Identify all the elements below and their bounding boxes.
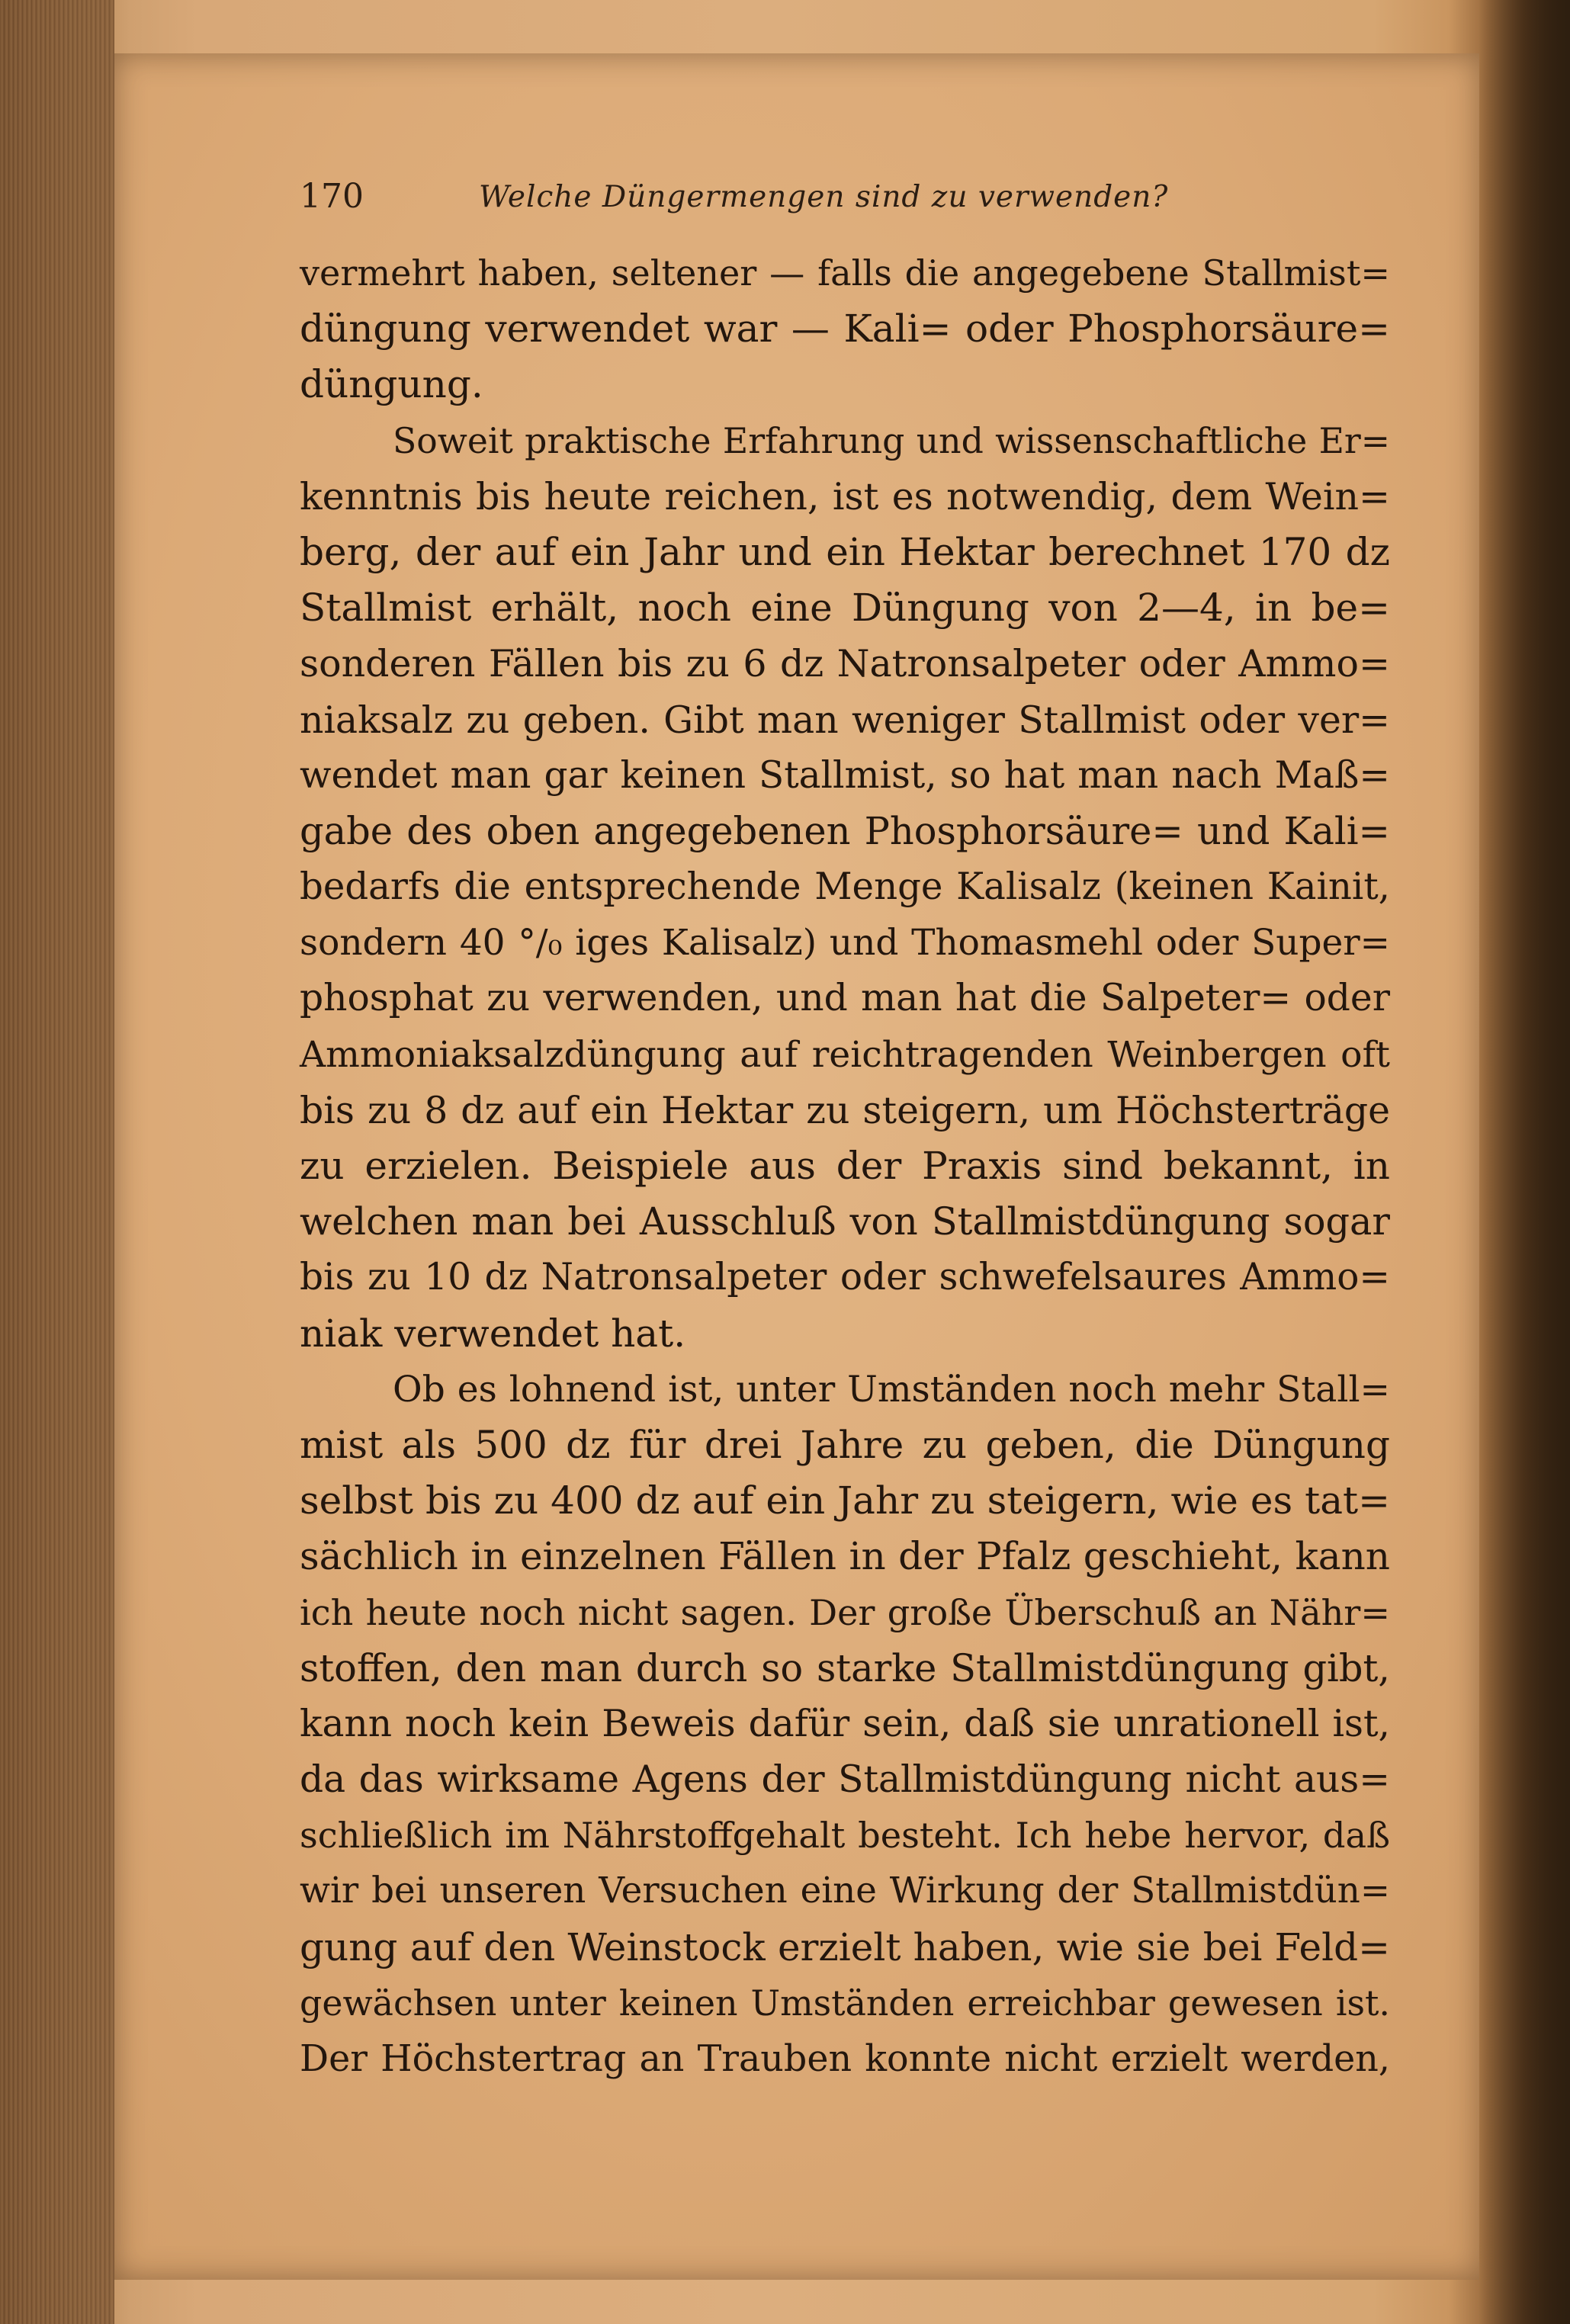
text-line: mist als 500 dz für drei Jahre zu geben, die Düngung (300, 1422, 1390, 1467)
text-line: stoffen, den man durch so starke Stallmistdüngung gibt, (300, 1645, 1390, 1690)
text-line: bedarfs die entsprechende Menge Kalisalz (keinen Kainit, (300, 865, 1390, 909)
paragraph-1 (300, 246, 1390, 413)
text-line: gabe des oben angegebenen Phosphorsäure= und Kali= (300, 808, 1390, 853)
text-line: Soweit praktische Erfahrung und wissenschaftliche Er= (393, 420, 1390, 461)
text-line: welchen man bei Ausschluß von Stallmistdüngung sogar (300, 1199, 1390, 1244)
text-line: da das wirksame Agens der Stallmistdüngung nicht aus= (300, 1758, 1390, 1802)
text-line: sondern 40 °/₀ iges Kalisalz) und Thomasmehl oder Super= (300, 922, 1390, 965)
text-line: düngung verwendet war — Kali= oder Phosphorsäure= (300, 307, 1390, 351)
text-line: kenntnis bis heute reichen, ist es notwendig, dem Wein= (300, 474, 1390, 518)
text-line: vermehrt haben, seltener — falls die angegebene Stallmist= (300, 252, 1390, 294)
text-line: wendet man gar keinen Stallmist, so hat man nach Maß= (300, 753, 1390, 797)
text-line: zu erzielen. Beispiele aus der Praxis sind bekannt, in (300, 1144, 1390, 1188)
text-line: gung auf den Weinstock erzielt haben, wie sie bei Feld= (300, 1924, 1390, 1969)
text-line: wir bei unseren Versuchen eine Wirkung der Stallmistdün= (300, 1870, 1390, 1912)
running-head (300, 177, 1405, 230)
running-title: Welche Düngermengen sind zu verwenden? (479, 180, 1169, 214)
body-text (300, 246, 1390, 2087)
text-line: bis zu 10 dz Natronsalpeter oder schwefelsaures Ammo= (300, 1256, 1390, 1299)
paragraph-2 (300, 413, 1390, 1362)
text-line: gewächsen unter keinen Umständen erreichbar gewesen ist. (300, 1982, 1390, 2024)
text-line: düngung. (300, 362, 483, 407)
text-line: Ammoniaksalzdüngung auf reichtragenden Weinbergen oft (300, 1033, 1390, 1076)
text-line: niaksalz zu geben. Gibt man weniger Stallmist oder ver= (300, 698, 1390, 742)
text-line: sonderen Fällen bis zu 6 dz Natronsalpeter oder Ammo= (300, 642, 1390, 686)
text-line: phosphat zu verwenden, und man hat die Salpeter= oder (300, 977, 1390, 1020)
page-number: 170 (300, 177, 364, 216)
text-line: selbst bis zu 400 dz auf ein Jahr zu steigern, wie es tat= (300, 1478, 1390, 1523)
text-line: Ob es lohnend ist, unter Umständen noch mehr Stall= (393, 1368, 1390, 1411)
page-stack-edge-left (0, 0, 114, 2324)
text-line: Stallmist erhält, noch eine Düngung von 2—4, in be= (300, 586, 1390, 631)
book-gutter-shadow-right (1478, 0, 1570, 2324)
text-line: Der Höchstertrag an Trauben konnte nicht erzielt werden, (300, 2038, 1390, 2080)
text-line: ich heute noch nicht sagen. Der große Überschuß an Nähr= (300, 1591, 1390, 1633)
text-line: kann noch kein Beweis dafür sein, daß sie unrationell ist, (300, 1702, 1390, 1745)
text-line: sächlich in einzelnen Fällen in der Pfalz geschieht, kann (300, 1534, 1390, 1579)
text-line: niak verwendet hat. (300, 1311, 686, 1356)
text-line: bis zu 8 dz auf ein Hektar zu steigern, um Höchsterträge (300, 1088, 1390, 1132)
text-line: schließlich im Nährstoffgehalt besteht. Ich hebe hervor, daß (300, 1815, 1390, 1857)
paragraph-3 (300, 1362, 1390, 2087)
text-line: berg, der auf ein Jahr und ein Hektar berechnet 170 dz (300, 529, 1390, 574)
